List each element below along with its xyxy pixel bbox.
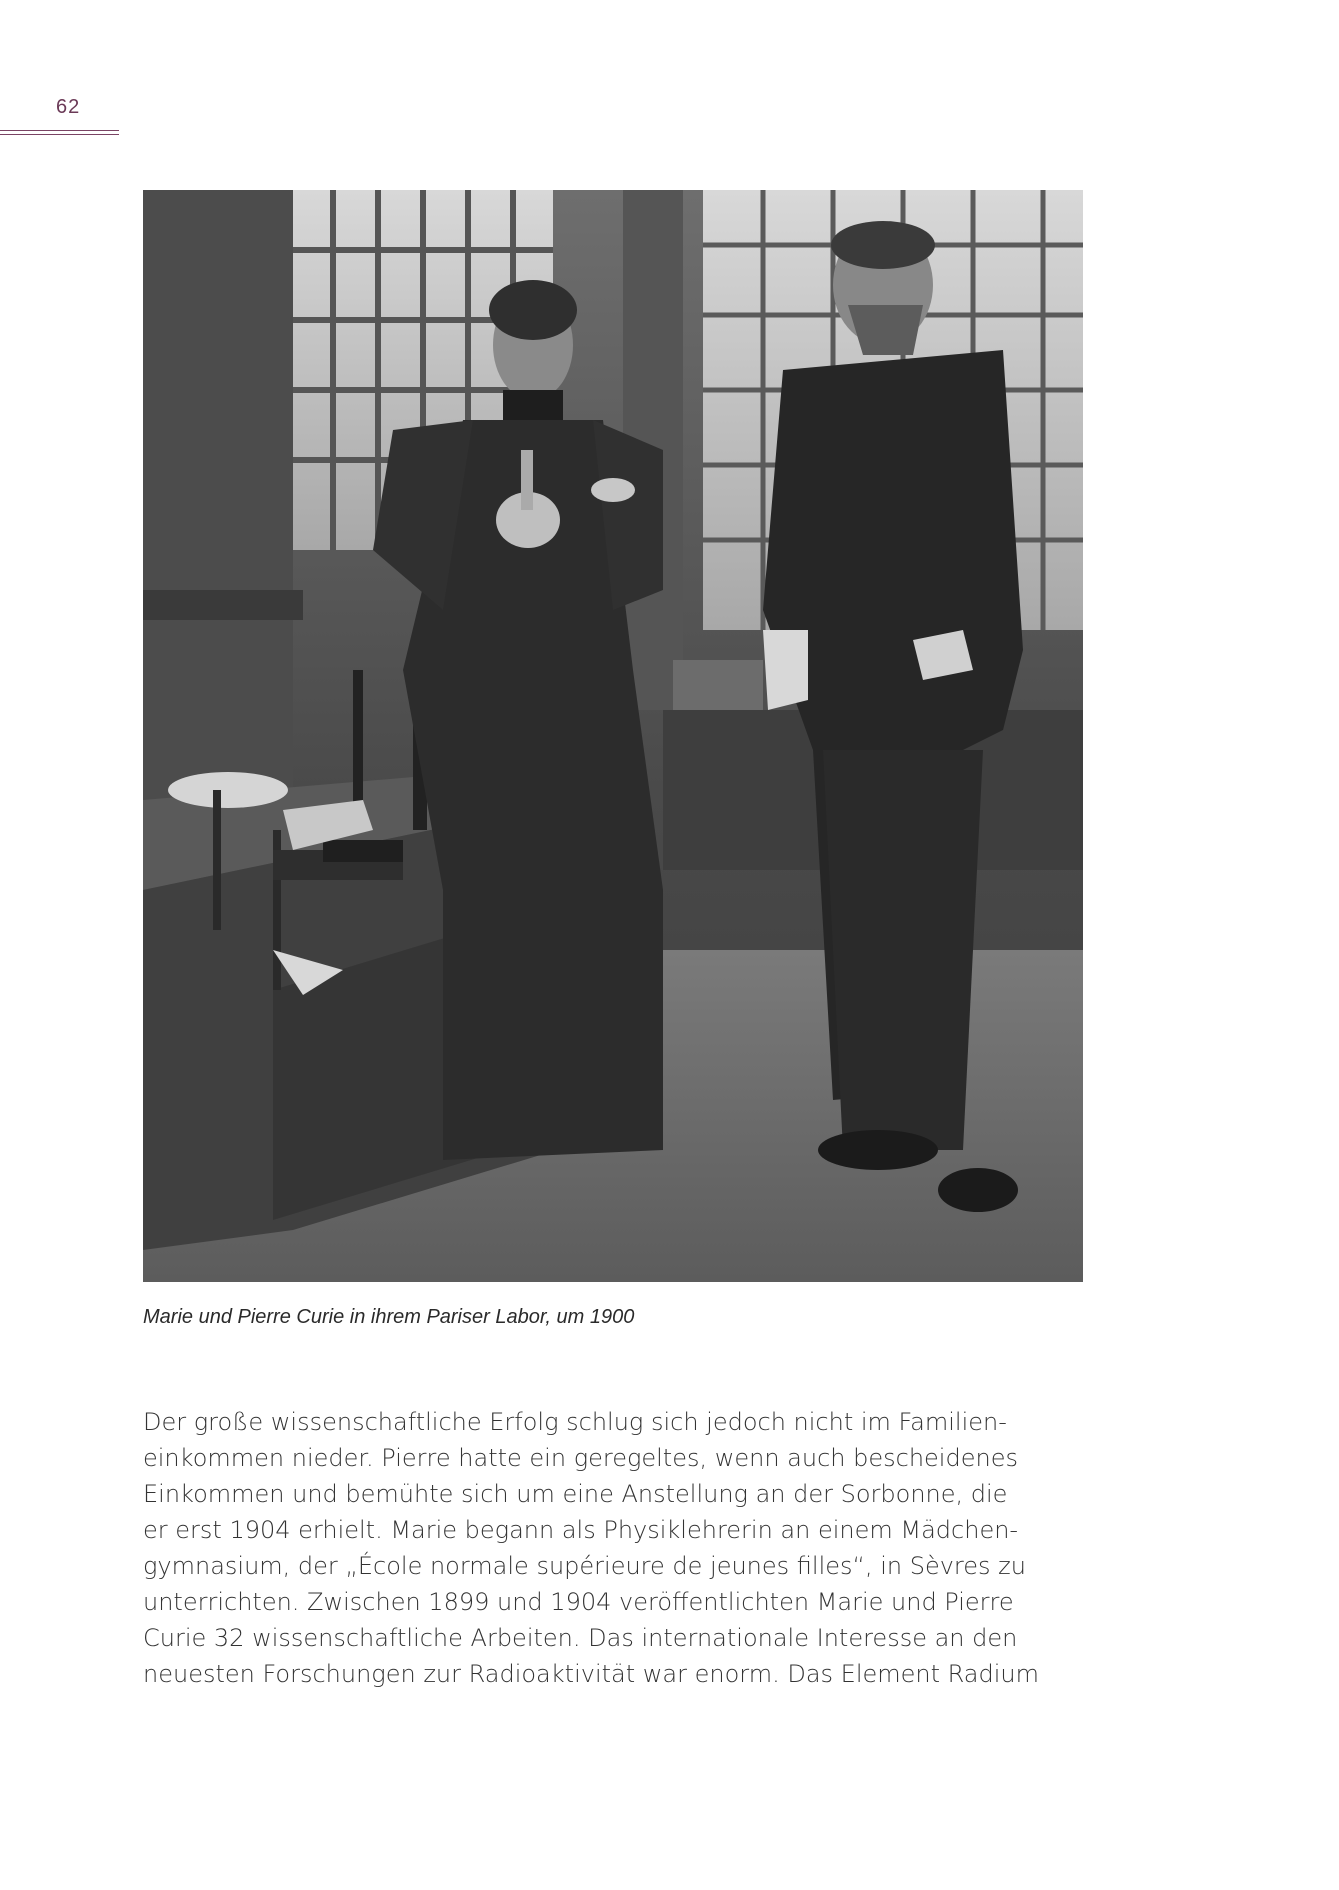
text-line: er erst 1904 erhielt. Marie begann als Physiklehrerin an einem Mädchen- (143, 1516, 1019, 1544)
text-line: einkommen nieder. Pierre hatte ein geregeltes, wenn auch bescheidenes (143, 1444, 1018, 1472)
header-rule (0, 130, 119, 135)
text-line: neuesten Forschungen zur Radioaktivität war enorm. Das Element Radium (143, 1660, 1040, 1688)
text-line: gymnasium, der „École normale supérieure de jeunes filles“, in Sèvres zu (143, 1552, 1026, 1580)
text-line: Einkommen und bemühte sich um eine Anstellung an der Sorbonne, die (143, 1480, 1008, 1508)
text-line: Der große wissenschaftliche Erfolg schlug sich jedoch nicht im Familien- (143, 1408, 1007, 1436)
header-rule-line (0, 134, 119, 135)
text-line: unterrichten. Zwischen 1899 und 1904 veröffentlichten Marie und Pierre (143, 1588, 1014, 1616)
header-rule-line (0, 130, 119, 131)
figure-caption: Marie und Pierre Curie in ihrem Pariser Labor, um 1900 (143, 1306, 635, 1328)
historical-photo (143, 190, 1083, 1282)
text-line: Curie 32 wissenschaftliche Arbeiten. Das internationale Interesse an den (143, 1624, 1018, 1652)
page-number: 62 (56, 96, 81, 118)
body-paragraph (143, 1404, 1043, 1692)
